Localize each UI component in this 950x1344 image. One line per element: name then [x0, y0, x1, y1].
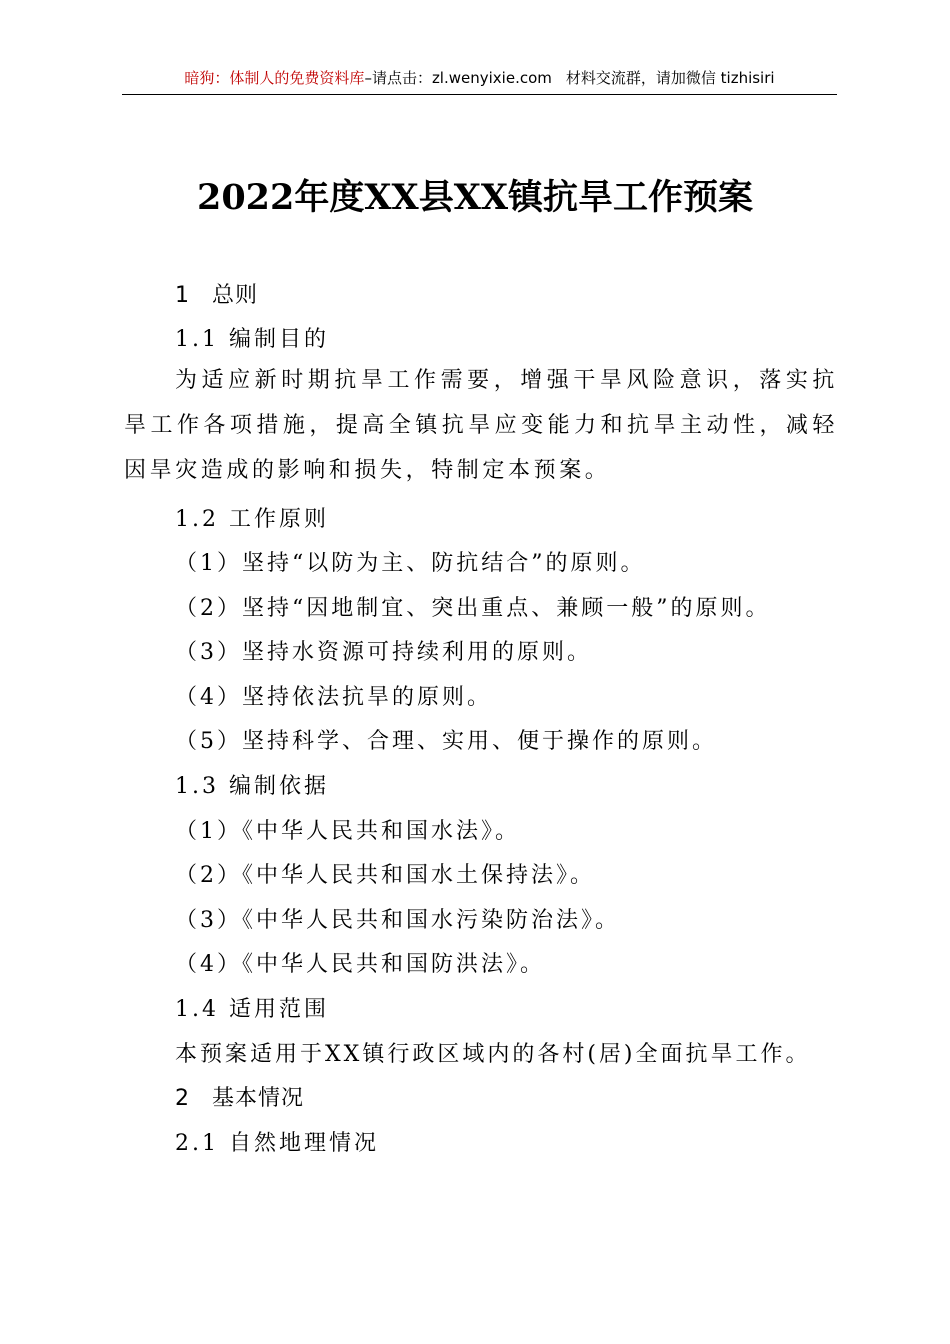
subsection-1-2: 1.2 工作原则 [175, 507, 329, 532]
basis-item: （1）《中华人民共和国水法》。 [175, 819, 520, 844]
subsection-1-3: 1.3 编制依据 [175, 774, 329, 799]
subsection-2-1: 2.1 自然地理情况 [175, 1131, 379, 1156]
header-link-text[interactable]: –请点击：zl.wenyixie.com [364, 69, 552, 87]
principle-item: （1）坚持“以防为主、防抗结合”的原则。 [175, 551, 646, 576]
document-title: 2022年度XX县XX镇抗旱工作预案 [196, 177, 754, 218]
principle-item: （5）坚持科学、合理、实用、便于操作的原则。 [175, 729, 717, 754]
header-contact: 材料交流群，请加微信 tizhisiri [565, 69, 775, 87]
header-site-name: 暗狗：体制人的免费资料库 [184, 69, 365, 87]
purpose-paragraph: 为适应新时期抗旱工作需要，增强干旱风险意识，落实抗旱工作各项措施，提高全镇抗旱应变能力和抗旱主动性，减轻因旱灾造成的影响和损失，特制定本预案。 [124, 368, 838, 483]
subsection-1-4: 1.4 适用范围 [175, 997, 329, 1022]
basis-item: （4）《中华人民共和国防洪法》。 [175, 952, 545, 977]
principle-item: （3）坚持水资源可持续利用的原则。 [175, 640, 592, 665]
subsection-1-1: 1.1 编制目的 [175, 327, 329, 352]
principle-item: （4）坚持依法抗旱的原则。 [175, 685, 492, 710]
basis-item: （3）《中华人民共和国水污染防治法》。 [175, 908, 620, 933]
principle-item: （2）坚持“因地制宜、突出重点、兼顾一般”的原则。 [175, 596, 771, 621]
basis-item: （2）《中华人民共和国水土保持法》。 [175, 863, 595, 888]
page-header [122, 62, 837, 95]
section-heading-1: 1 总则 [175, 283, 259, 308]
section-heading-2: 2 基本情况 [175, 1086, 305, 1111]
scope-paragraph: 本预案适用于XX镇行政区域内的各村(居)全面抗旱工作。 [175, 1042, 811, 1067]
